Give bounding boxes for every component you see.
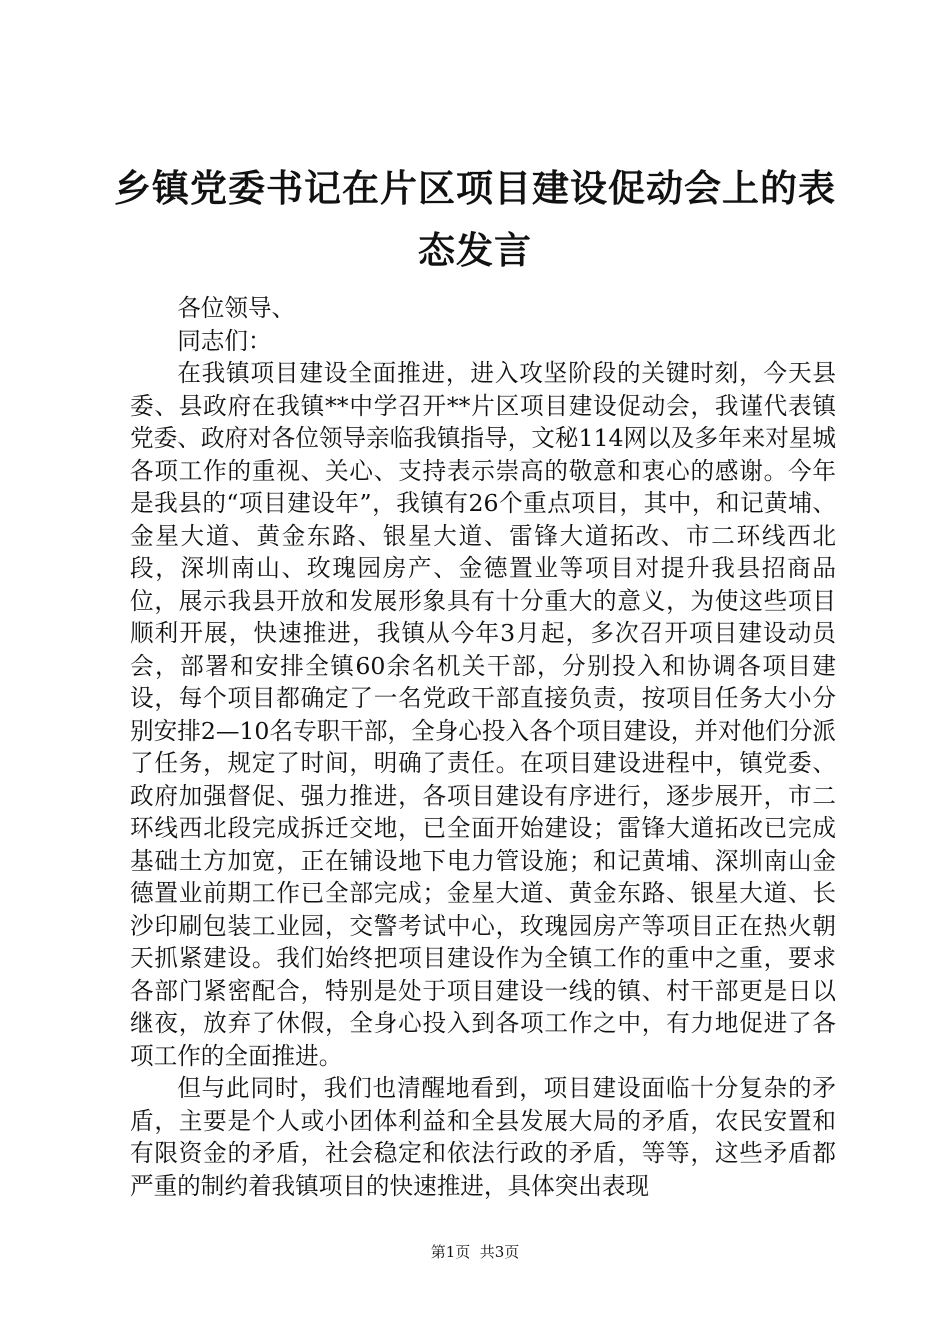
page-footer <box>0 1242 950 1262</box>
document-body <box>130 292 836 1202</box>
salutation-line-1: 各位领导、 <box>177 294 296 322</box>
page-number: 第1页 共3页 <box>430 1243 520 1261</box>
body-paragraph-1: 在我镇项目建设全面推进，进入攻坚阶段的关键时刻，今天县委、县政府在我镇**中学召开**片区项目建设促动会，我谨代表镇党委、政府对各位领导亲临我镇指导，文秘114网以及多年来对星城各项工作的重视、关心、支持表示崇高的敬意和衷心的感谢。今年是我县的“项目建设年”，我镇有26个重点项目，其中，和记黄埔、金星大道、黄金东路、银星大道、雷锋大道拓改、市二环线西北段，深圳南山、玫瑰园房产、金德置业等项目对提升我县招商品位，展示我县开放和发展形象具有十分重大的意义，为使这些项目顺利开展，快速推进，我镇从今年3月起，多次召开项目建设动员会，部署和安排全镇60余名机关干部，分别投入和协调各项目建设，每个项目都确定了一名党政干部直接负责，按项目任务大小分别安排2—10名专职干部，全身心投入各个项目建设，并对他们分派了任务，规定了时间，明确了责任。在项目建设进程中，镇党委、政府加强督促、强力推进，各项目建设有序进行，逐步展开，市二环线西北段完成拆迁交地，已全面开始建设；雷锋大道拓改已完成基础土方加宽，正在铺设地下电力管设施；和记黄埔、深圳南山金德置业前期工作已全部完成；金星大道、黄金东路、银星大道、长沙印刷包装工业园，交警考试中心，玫瑰园房产等项目正在热火朝天抓紧建设。我们始终把项目建设作为全镇工作的重中之重，要求各部门紧密配合，特别是处于项目建设一线的镇、村干部更是日以继夜，放弃了休假，全身心投入到各项工作之中，有力地促进了各项工作的全面推进。 <box>130 359 836 1070</box>
salutation-line-2: 同志们： <box>177 326 272 355</box>
body-paragraph-2: 但与此同时，我们也清醒地看到，项目建设面临十分复杂的矛盾，主要是个人或小团体利益和全县发展大局的矛盾，农民安置和有限资金的矛盾，社会稳定和依法行政的矛盾，等等，这些矛盾都严重的制约着我镇项目的快速推进，具体突出表现 <box>130 1074 836 1200</box>
document-title: 乡镇党委书记在片区项目建设促动会上的表态发言 <box>114 167 836 272</box>
